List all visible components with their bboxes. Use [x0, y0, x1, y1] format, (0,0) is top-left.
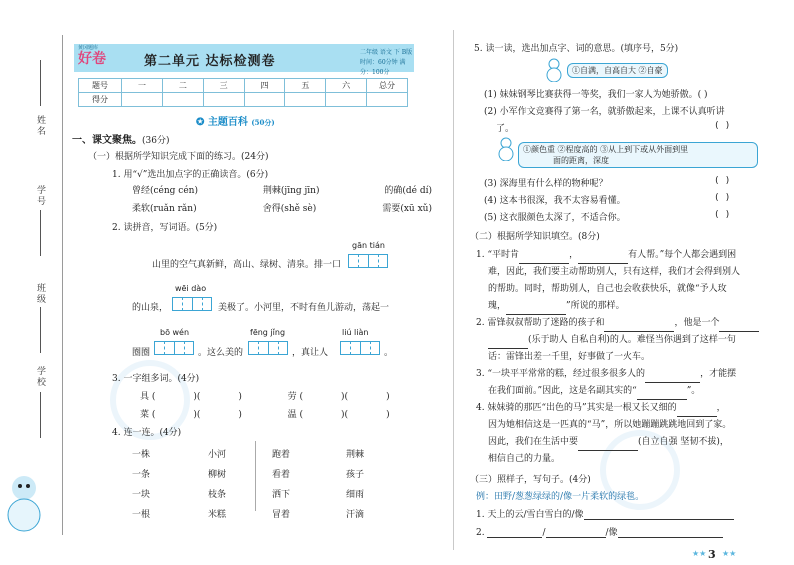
q5-item-1: (1) 妹妹钢琴比赛获得一等奖，我们一家人为她骄傲。( )	[484, 90, 708, 100]
star-decoration-right: ★★	[722, 549, 737, 558]
q2-line-3c: ，真让人	[292, 348, 329, 358]
q2-line-2a: 的山泉，	[132, 303, 169, 313]
fill-2: 2. 雷锋叔叔帮助了迷路的孩子和 ，他是一个 (乐于助人 自私自利)的人。难怪当你遇到了这样一句 话：雷锋出差一千里，好事做了一火车。	[476, 315, 786, 366]
sidebar-class-label: 班级	[35, 283, 45, 305]
sidebar-name-label: 姓名	[35, 115, 45, 137]
pinyin-weidao: wēi dào	[175, 284, 207, 293]
q4-title: 4. 连一连。(4分)	[112, 428, 182, 438]
q4-col-4: 荆棘 孩子 细雨 汗滴	[346, 450, 365, 520]
q3-row-1: 具 ( )( ) 劳 ( )( )	[140, 392, 390, 402]
q3-row-2: 菜 ( )( ) 温 ( )( )	[140, 410, 390, 420]
q5-item-2b: 了。	[496, 124, 515, 134]
q5-answer-5[interactable]: ( )	[714, 210, 731, 220]
q4-col-3: 跑着 看着 洒下 冒着	[272, 450, 291, 520]
logo: 黄冈题库 好卷	[78, 45, 106, 67]
column-divider	[453, 30, 454, 550]
q1-row-2: 柔软(ruǎn rǎn) 舍得(shě sè) 需要(xū xǔ)	[132, 204, 432, 214]
choice-box-1: ①自满，自高自大 ②自豪	[567, 63, 668, 78]
snowman-icon	[543, 58, 565, 82]
q3-title: 3. 一字组多词。(4分)	[112, 374, 200, 384]
q5-item-3: (3) 深海里有什么样的物种呢？	[484, 179, 608, 189]
example-sentence: 例：田野/葱葱绿绿的/像一片柔软的绿毯。	[476, 492, 645, 502]
score-table	[78, 78, 408, 107]
star-decoration-left: ★★	[692, 549, 707, 558]
q1-title: 1. 用“√”选出加点字的正确读音。(6分)	[112, 170, 269, 180]
sub-3-title: （三）照样子，写句子。(4分)	[470, 475, 591, 485]
q5-answer-2[interactable]: ( )	[714, 121, 731, 131]
sub-1-title: （一）根据所学知识完成下面的练习。(24分)	[88, 152, 269, 162]
page-title: 第二单元 达标检测卷	[144, 54, 276, 69]
fill-3: 3. “一块平平常常的糕，经过很多很多人的 ，才能摆 在我们面前。”因此，这是名副其实的“ ”。	[476, 366, 786, 400]
topic-heading: ✪ 主题百科 (50分)	[196, 117, 275, 128]
q5-item-4: (4) 这本书很深，我不太容易看懂。	[484, 196, 626, 206]
binding-line	[62, 35, 63, 535]
page-number: 3	[708, 548, 716, 561]
id-field-line[interactable]	[40, 210, 41, 256]
lightbulb-icon: ✪	[196, 117, 205, 128]
q2-line-1: 山里的空气真新鲜，高山、绿树、清泉。排一口	[152, 260, 342, 270]
pinyin-fengjing: fēng jǐng	[250, 328, 286, 337]
answer-grid-1[interactable]	[348, 254, 388, 268]
rewrite-1: 1. 天上的云/雪白雪白的/像	[476, 507, 734, 520]
q4-col-2: 小河 柳树 枝条 米糕	[208, 450, 227, 520]
answer-grid-4[interactable]	[248, 341, 288, 355]
q4-col-1: 一株 一条 一块 一根	[132, 450, 151, 520]
table-row: 题号 一 二 三 四 五 六 总分	[79, 79, 408, 93]
q5-title: 5. 读一读，选出加点字、词的意思。(填序号，5分)	[474, 44, 679, 54]
section-1-title: 一、课文聚焦。(36分)	[72, 135, 170, 146]
choice-box-2: ①颜色重 ②程度高的 ③从上到下或从外面到里 面的距离，深度	[518, 142, 758, 168]
q5-answer-3[interactable]: ( )	[714, 176, 731, 186]
q5-item-2a: (2) 小军作文竞赛得了第一名，就骄傲起来，上课不认真听讲	[484, 107, 725, 117]
name-field-line[interactable]	[40, 60, 41, 106]
q1-row-1: 曾经(céng cén) 荆棘(jīng jīn) 的确(dé dí)	[132, 186, 432, 196]
q2-line-3a: 圈圈	[132, 348, 151, 358]
answer-grid-2[interactable]	[172, 297, 212, 311]
snowman-icon	[495, 137, 517, 161]
rewrite-2: 2. / /像	[476, 525, 723, 538]
sidebar-id-label: 学号	[35, 185, 45, 207]
answer-grid-5[interactable]	[340, 341, 380, 355]
school-field-line[interactable]	[40, 392, 41, 438]
q5-answer-4[interactable]: ( )	[714, 193, 731, 203]
match-divider	[255, 441, 256, 511]
answer-grid-3[interactable]	[154, 341, 194, 355]
mascot-icon	[4, 470, 44, 550]
fill-4: 4. 妹妹骑的那匹“出色的马”其实是一根又长又细的 ， 因为她相信这是一匹真的“马”，所以她蹦蹦跳跳地回到了家。 因此，我们在生活中要 (自立自强 坚韧不拔)， 相信自己的力量。	[476, 403, 732, 464]
pinyin-bowen: bō wén	[160, 328, 190, 337]
q2-line-2b: 美极了。小河里，不时有鱼儿游动，荡起一	[218, 303, 390, 313]
table-row: 得分	[79, 93, 408, 107]
q2-line-3b: 。这么美的	[198, 348, 244, 358]
class-field-line[interactable]	[40, 307, 41, 353]
sidebar-school-label: 学校	[35, 366, 45, 388]
q5-item-5: (5) 这衣服颜色太深了，不适合你。	[484, 213, 626, 223]
fill-1: 1. “平时肯 ， 有人帮。”每个人都会遇到困 难，因此，我们要主动帮助别人，只有这样，我们才会得到别人 的帮助。同时，帮助别人，自己也会收获快乐，就像“予人玫 瑰， ”所说的那样。	[476, 247, 786, 315]
q2-title: 2. 读拼音，写词语。(5分)	[112, 223, 218, 233]
pinyin-liulian: liú liàn	[342, 328, 369, 337]
sub-2-title: （二）根据所学知识填空。(8分)	[470, 232, 600, 242]
q2-line-3d: 。	[384, 348, 394, 358]
exam-meta: 二年级 语文 下 B版 时间：60分钟 满分：100分	[360, 49, 413, 76]
pinyin-ganquan: gān tián	[352, 241, 385, 250]
